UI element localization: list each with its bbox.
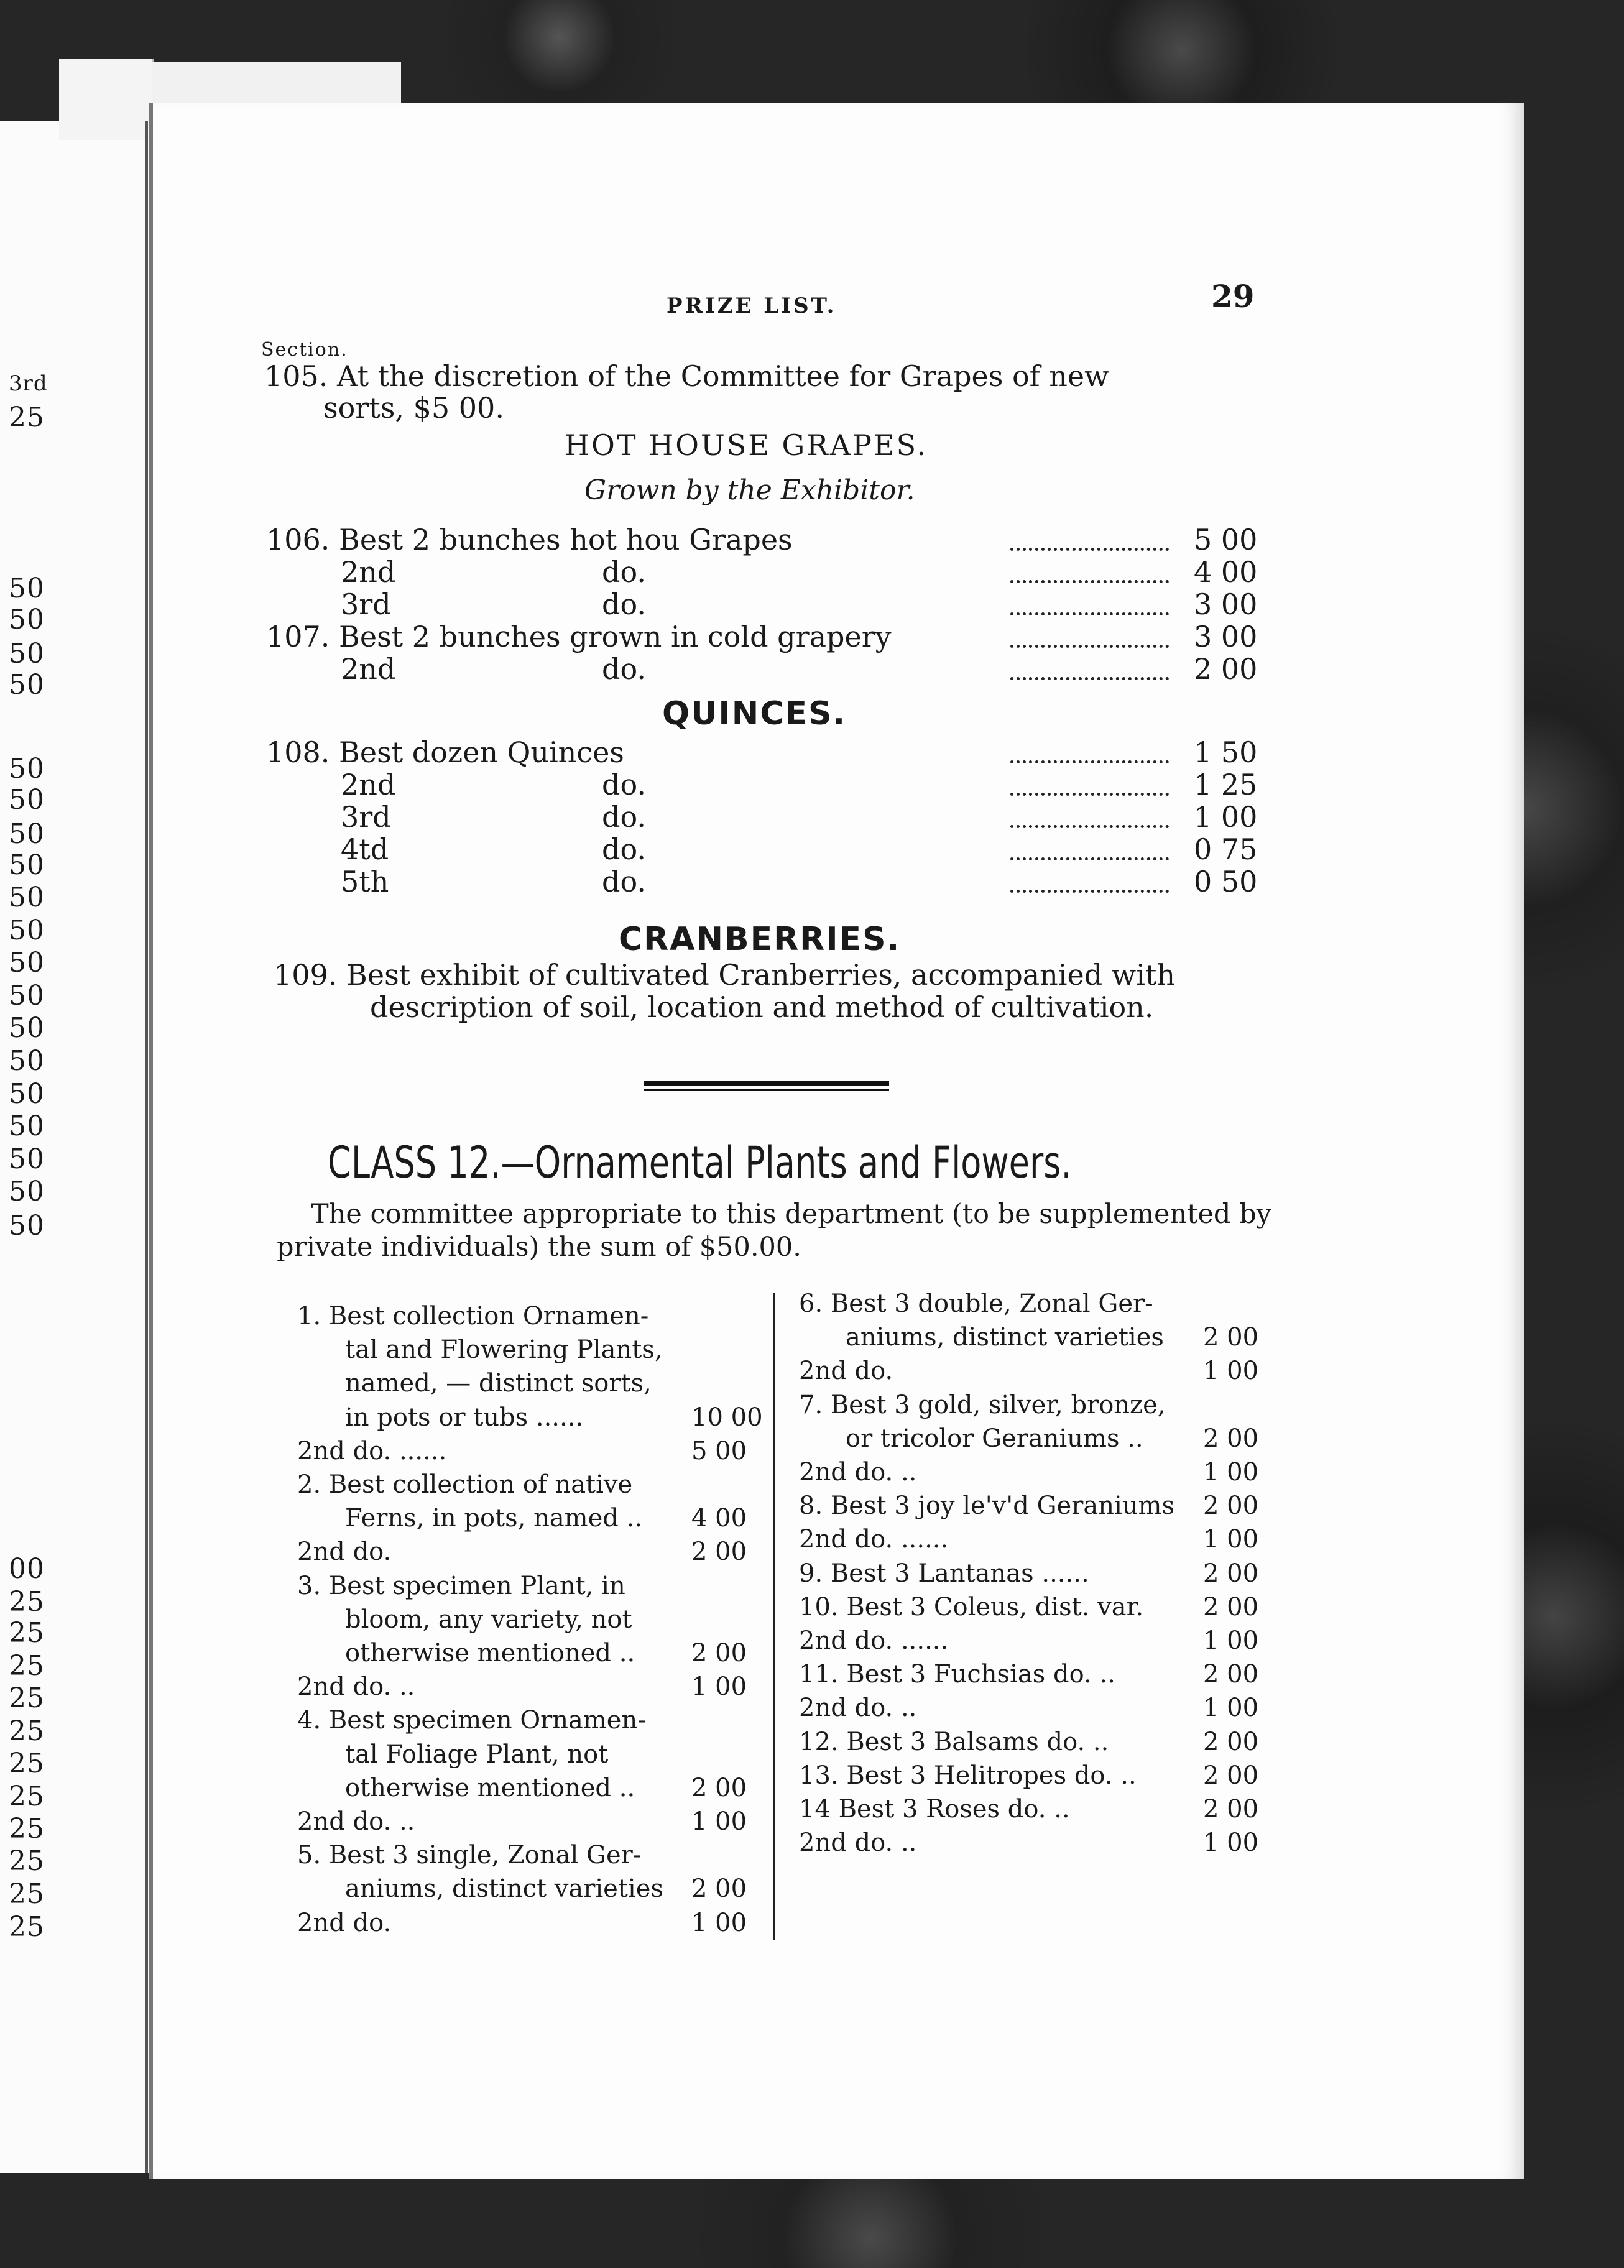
hot-house-row-ditto: do. [602,588,646,621]
class12-right-item-value: 2 00 [1203,1761,1259,1790]
heading-hot-house-grapes: HOT HOUSE GRAPES. [565,428,928,462]
left-page-number: 50 [9,1210,45,1242]
class12-left-item-text: 2nd do. ...... [297,1436,447,1465]
class12-right-item-value: 1 00 [1203,1357,1259,1386]
quince-row-ditto: do. [602,832,646,866]
class12-left-item-value: 4 00 [691,1504,747,1533]
hot-house-row-dot-leader [1010,580,1169,583]
class12-left-item-text: bloom, any variety, not [345,1605,632,1634]
hot-house-row-value: 4 00 [1194,555,1258,589]
hot-house-row-label: 107. Best 2 bunches grown in cold grapery [266,620,892,653]
section-105-line2: sorts, $5 00. [323,391,504,425]
class12-right-item-text: or tricolor Geraniums .. [846,1424,1143,1453]
quince-row-dot-leader [1010,793,1169,796]
left-page-number: 50 [9,818,45,850]
left-page-number: 3rd [9,371,48,396]
class12-left-item-text: Ferns, in pots, named .. [345,1504,643,1533]
class12-right-item-text: 10. Best 3 Coleus, dist. var. [799,1592,1144,1621]
left-page-number: 50 [9,1176,45,1207]
class12-left-item-text: 1. Best collection Ornamen- [297,1302,649,1330]
class12-left-item-text: named, — distinct sorts, [345,1369,652,1398]
class12-left-item-text: 2nd do. .. [297,1672,415,1702]
class12-right-item-text: 2nd do. ...... [799,1525,949,1554]
quince-row-dot-leader [1010,825,1169,828]
class12-right-item-value: 2 00 [1203,1660,1259,1689]
class12-right-item-value: 2 00 [1203,1424,1259,1453]
hot-house-row-label: 3rd [341,588,391,621]
left-page-number: 50 [9,573,45,604]
class12-left-item-value: 1 00 [691,1672,747,1702]
class12-left-item-value: 2 00 [691,1537,747,1567]
class12-right-item-value: 2 00 [1203,1727,1259,1756]
hot-house-row-dot-leader [1010,645,1169,648]
class12-left-item-text: tal and Flowering Plants, [345,1335,663,1365]
hot-house-row-dot-leader [1010,677,1169,680]
class12-left-item-text: 2. Best collection of native [297,1470,633,1499]
class12-left-item-value: 2 00 [691,1874,747,1904]
class12-right-item-value: 2 00 [1203,1592,1259,1621]
class12-left-item-text: 5. Best 3 single, Zonal Ger- [297,1841,642,1870]
left-page-number: 25 [9,1682,45,1714]
hot-house-row-label: 2nd [341,652,396,686]
hot-house-row-value: 3 00 [1194,620,1258,653]
class12-right-item-text: 9. Best 3 Lantanas ...... [799,1559,1089,1588]
class12-right-item-value: 2 00 [1203,1491,1259,1521]
class-12-title: CLASS 12.—Ornamental Plants and Flowers. [328,1137,1072,1188]
left-page-number: 50 [9,849,45,881]
paper-tab [59,59,154,140]
left-page-number: 50 [9,669,45,701]
quince-row-dot-leader [1010,857,1169,860]
left-page-number: 50 [9,604,45,635]
class12-right-item-text: 2nd do. .. [799,1458,917,1487]
class12-right-item-text: 8. Best 3 joy le'v'd Geraniums [799,1491,1174,1521]
quince-row-label: 5th [341,865,389,898]
class12-left-item-text: otherwise mentioned .. [345,1773,635,1802]
left-page-number: 25 [9,1911,45,1943]
class-12-intro-line2: private individuals) the sum of $50.00. [277,1232,801,1263]
left-page-number: 50 [9,1078,45,1110]
class12-left-item-value: 2 00 [691,1639,747,1667]
left-page-number: 50 [9,915,45,946]
class12-left-item-text: 2nd do. .. [297,1807,415,1836]
class12-left-item-value: 1 00 [691,1908,747,1937]
quince-row-ditto: do. [602,768,646,801]
class12-left-item-value: 2 00 [691,1773,747,1802]
class12-right-item-value: 1 00 [1203,1694,1259,1723]
left-page-number: 50 [9,1012,45,1044]
hot-house-row-dot-leader [1010,548,1169,551]
class12-right-item-text: 2nd do. .. [799,1828,917,1858]
quince-row-ditto: do. [602,800,646,834]
class12-right-item-value: 1 00 [1203,1828,1259,1858]
hot-house-row-label: 106. Best 2 bunches hot hou Grapes [266,523,793,556]
section-109-line2: description of soil, location and method of cultivation. [370,990,1154,1024]
hot-house-row-dot-leader [1010,612,1169,615]
left-page-number: 50 [9,947,45,979]
class12-right-item-text: 13. Best 3 Helitropes do. .. [799,1761,1137,1790]
hot-house-row-label: 2nd [341,555,396,589]
left-page-number: 50 [9,882,45,913]
left-page-number: 25 [9,1586,45,1618]
quince-row-label: 2nd [341,768,396,801]
left-page-number: 25 [9,1845,45,1877]
class12-right-item-value: 2 00 [1203,1323,1259,1352]
class12-right-item-text: 2nd do. ...... [799,1626,949,1655]
class12-left-item-text: tal Foliage Plant, not [345,1740,609,1769]
subheading-grown-by-exhibitor: Grown by the Exhibitor. [584,474,915,506]
heading-cranberries: CRANBERRIES. [619,921,901,958]
left-page-number: 25 [9,402,45,433]
left-page-number: 25 [9,1748,45,1779]
left-page-number: 25 [9,1650,45,1682]
running-header: PRIZE LIST. [667,293,837,318]
quince-row-label: 3rd [341,800,391,834]
hot-house-row-value: 5 00 [1194,523,1258,556]
section-105-line1: 105. At the discretion of the Committee for Grapes of new [264,359,1109,393]
left-page-number: 25 [9,1813,45,1845]
class12-left-item-text: in pots or tubs ...... [345,1403,584,1432]
quince-row-dot-leader [1010,760,1169,763]
quince-row-dot-leader [1010,890,1169,893]
class12-right-item-text: 2nd do. [799,1357,893,1386]
quince-row-value: 0 75 [1194,832,1258,866]
section-label: Section. [261,339,348,361]
class12-right-item-text: 2nd do. .. [799,1694,917,1723]
hot-house-row-value: 2 00 [1194,652,1258,686]
class12-right-item-value: 1 00 [1203,1458,1259,1487]
class12-right-item-value: 2 00 [1203,1795,1259,1823]
class12-right-item-text: 12. Best 3 Balsams do. .. [799,1727,1109,1756]
class12-left-item-value: 1 00 [691,1807,747,1836]
left-page-number: 50 [9,784,45,816]
quince-row-ditto: do. [602,865,646,898]
page-spine [145,121,148,2173]
class12-left-item-text: 3. Best specimen Plant, in [297,1571,625,1600]
class12-left-item-text: aniums, distinct varieties [345,1874,663,1904]
left-page-number: 25 [9,1715,45,1747]
quince-row-value: 0 50 [1194,865,1258,898]
quince-row-label: 108. Best dozen Quinces [266,735,624,769]
class12-right-item-value: 2 00 [1203,1559,1259,1588]
page-number: 29 [1211,278,1255,315]
class-12-intro-line1: The committee appropriate to this department (to be supplemented by [311,1199,1271,1230]
quince-row-value: 1 50 [1194,735,1258,769]
section-109-line1: 109. Best exhibit of cultivated Cranberries, accompanied with [274,958,1176,992]
left-page-number: 25 [9,1878,45,1910]
class12-right-item-text: 11. Best 3 Fuchsias do. .. [799,1660,1115,1689]
class12-right-item-text: aniums, distinct varieties [846,1323,1164,1352]
class12-left-item-value: 5 00 [691,1436,747,1465]
quince-row-label: 4td [341,832,389,866]
left-page-number: 50 [9,1045,45,1077]
left-page-number: 50 [9,1110,45,1142]
class12-left-item-text: 2nd do. [297,1537,392,1567]
divider-rule [644,1081,889,1086]
left-page-number: 25 [9,1617,45,1649]
hot-house-row-ditto: do. [602,652,646,686]
class12-right-item-text: 6. Best 3 double, Zonal Ger- [799,1289,1153,1318]
hot-house-row-value: 3 00 [1194,588,1258,621]
quince-row-value: 1 00 [1194,800,1258,834]
left-page-number: 50 [9,980,45,1012]
hot-house-row-ditto: do. [602,555,646,589]
class12-right-item-value: 1 00 [1203,1626,1259,1655]
class12-left-item-text: otherwise mentioned .. [345,1639,635,1667]
class12-left-item-text: 2nd do. [297,1908,392,1937]
class12-right-item-text: 14 Best 3 Roses do. .. [799,1795,1070,1823]
class12-left-item-value: 10 00 [691,1403,763,1432]
quince-row-value: 1 25 [1194,768,1258,801]
class12-right-item-value: 1 00 [1203,1525,1259,1554]
left-page-number: 00 [9,1553,45,1585]
class12-left-item-text: 4. Best specimen Ornamen- [297,1706,646,1735]
left-page-number: 50 [9,753,45,785]
class12-right-item-text: 7. Best 3 gold, silver, bronze, [799,1390,1166,1419]
left-page-number: 50 [9,1143,45,1175]
heading-quinces: QUINCES. [662,695,847,732]
left-page-number: 50 [9,638,45,670]
left-page-number: 25 [9,1781,45,1812]
divider-rule-thin [644,1089,889,1091]
column-divider [773,1293,775,1940]
